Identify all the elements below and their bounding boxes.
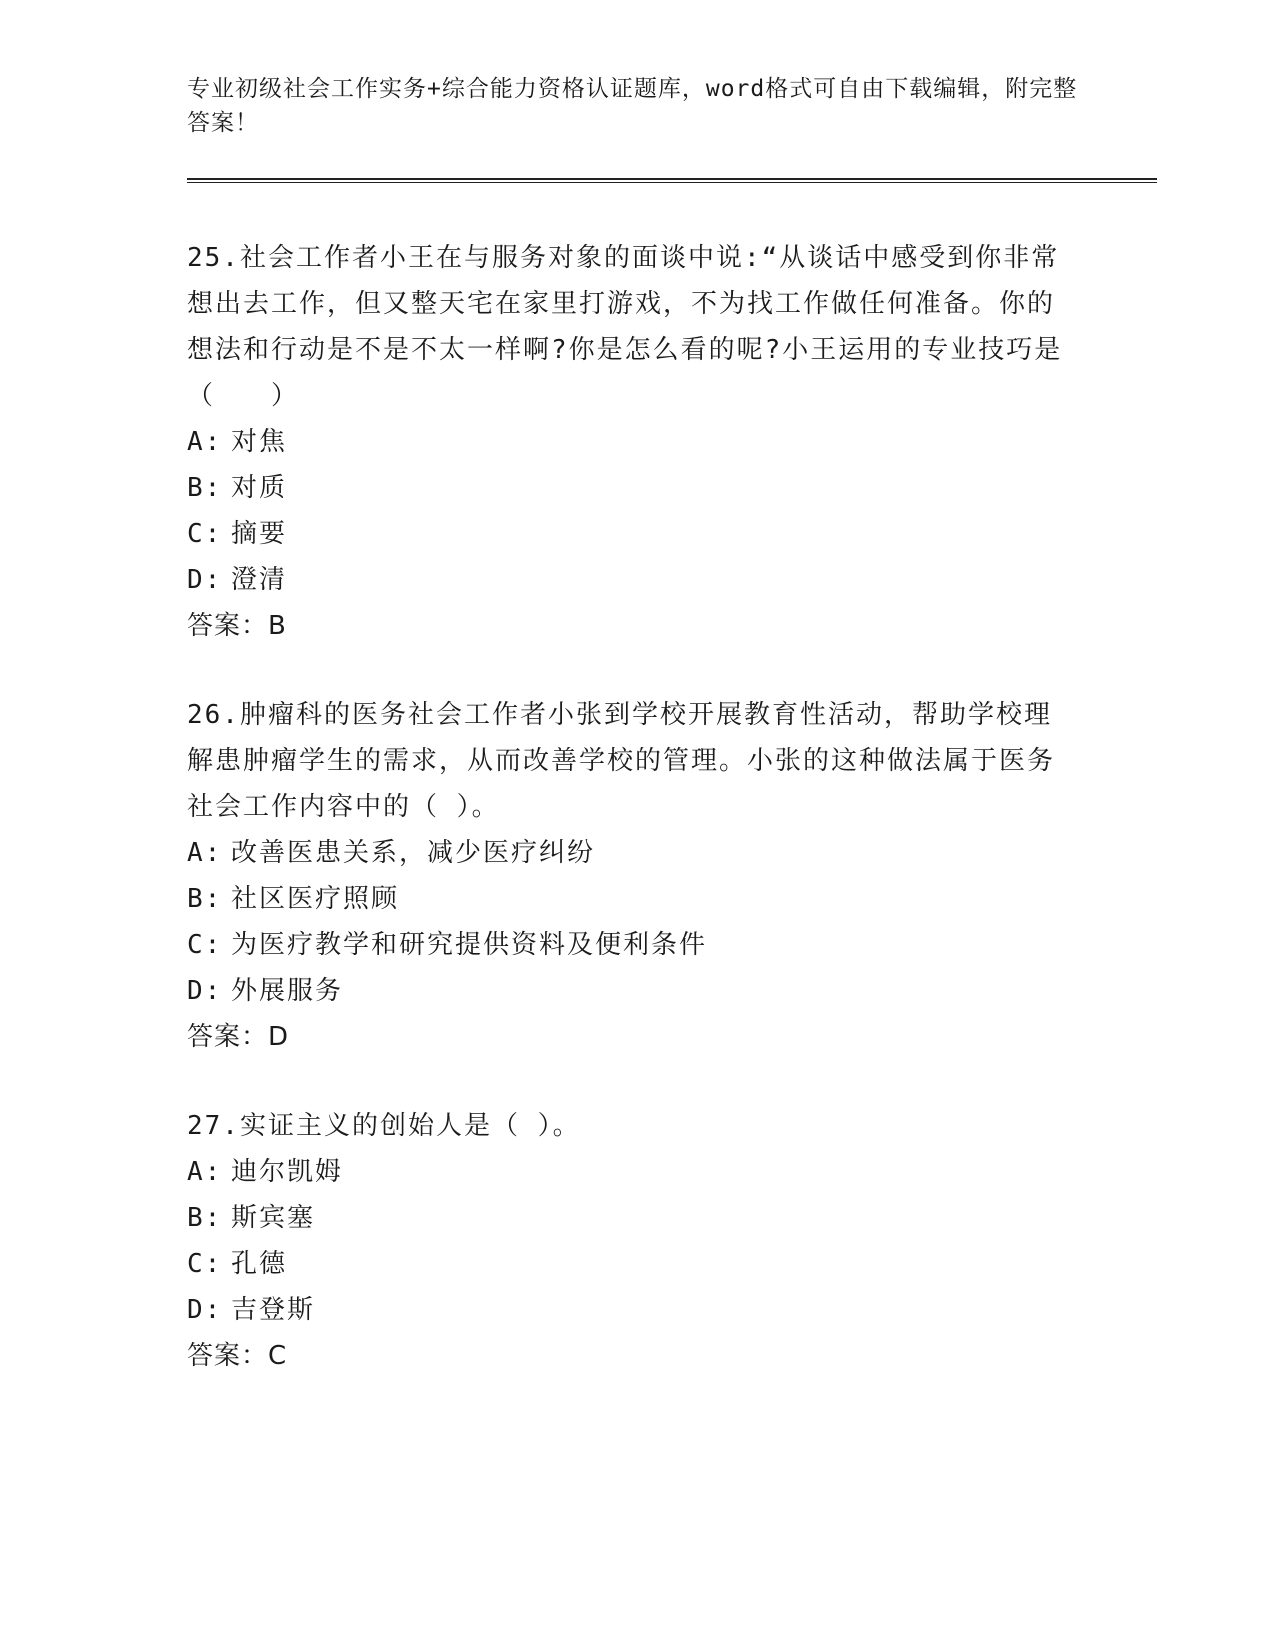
answer-label: 答案：C [187, 1341, 288, 1371]
option-d [187, 1287, 1067, 1333]
option-text: 孔德 [231, 1249, 288, 1279]
option-text: 迪尔凯姆 [231, 1157, 344, 1187]
option-key: C: [187, 519, 223, 549]
option-key: B: [187, 884, 223, 914]
option-text: 对焦 [231, 427, 288, 457]
option-key: A: [187, 838, 223, 868]
option-text: 澄清 [231, 565, 288, 595]
option-key: D: [187, 565, 223, 595]
answer-label: 答案：B [187, 611, 287, 641]
option-c [187, 1241, 1067, 1287]
question-26 [187, 692, 1067, 1060]
option-key: C: [187, 1249, 223, 1279]
option-d [187, 557, 1067, 603]
question-stem: 26.肿瘤科的医务社会工作者小张到学校开展教育性活动，帮助学校理解患肿瘤学生的需求，从而改善学校的管理。小张的这种做法属于医务社会工作内容中的（ ）。 [187, 700, 1056, 822]
option-key: D: [187, 1295, 223, 1325]
option-c [187, 511, 1067, 557]
question-stem: 27.实证主义的创始人是（ ）。 [187, 1111, 581, 1141]
option-key: B: [187, 1203, 223, 1233]
document-header: 专业初级社会工作实务+综合能力资格认证题库，word格式可自由下载编辑，附完整答案！ [187, 76, 1078, 136]
option-b [187, 876, 1067, 922]
option-text: 改善医患关系，减少医疗纠纷 [231, 838, 596, 868]
option-b [187, 1195, 1067, 1241]
option-a [187, 419, 1067, 465]
option-a [187, 1149, 1067, 1195]
option-d [187, 968, 1067, 1014]
option-key: A: [187, 1157, 223, 1187]
option-text: 吉登斯 [231, 1295, 316, 1325]
answer-label: 答案：D [187, 1022, 290, 1052]
option-text: 对质 [231, 473, 288, 503]
question-stem: 25.社会工作者小王在与服务对象的面谈中说:“从谈话中感受到你非常想出去工作，但又整天宅在家里打游戏，不为找工作做任何准备。你的想法和行动是不是不太一样啊?你是怎么看的呢?小王运用的专业技巧是（ ） [187, 243, 1063, 411]
option-key: B: [187, 473, 223, 503]
header-divider [187, 178, 1157, 183]
option-list [187, 1149, 1067, 1333]
question-27 [187, 1103, 1067, 1379]
option-a [187, 830, 1067, 876]
option-list [187, 419, 1067, 603]
option-key: A: [187, 427, 223, 457]
option-text: 为医疗教学和研究提供资料及便利条件 [231, 930, 708, 960]
option-key: C: [187, 930, 223, 960]
option-text: 社区医疗照顾 [231, 884, 400, 914]
question-25 [187, 235, 1067, 649]
option-text: 斯宾塞 [231, 1203, 316, 1233]
option-b [187, 465, 1067, 511]
option-list [187, 830, 1067, 1014]
option-text: 摘要 [231, 519, 288, 549]
option-key: D: [187, 976, 223, 1006]
option-text: 外展服务 [231, 976, 344, 1006]
option-c [187, 922, 1067, 968]
